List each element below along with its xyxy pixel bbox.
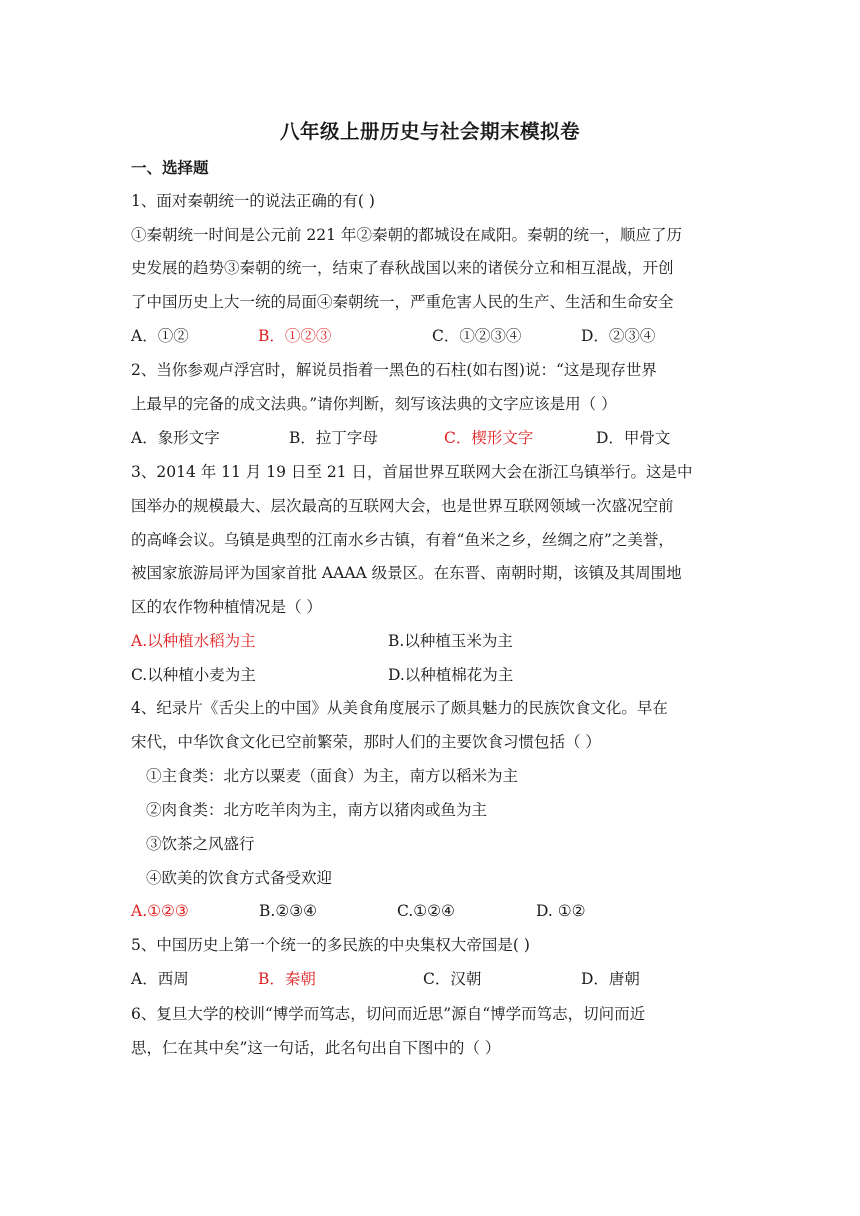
question-4-stem-line: 宋代，中华饮食文化已空前繁荣，那时人们的主要饮食习惯包括（ ） xyxy=(131,733,601,751)
question-1-body-line: ①秦朝统一时间是公元前 221 年②秦朝的都城设在咸阳。秦朝的统一，顺应了历 xyxy=(131,226,682,244)
question-6-stem-line: 6、复旦大学的校训“博学而笃志，切问而近思”源自“博学而笃志，切问而近 xyxy=(131,1005,646,1023)
question-2-stem-line: 上最早的完备的成文法典。”请你判断，刻写该法典的文字应该是用（ ） xyxy=(131,395,617,413)
question-5-option-a: A．西周 xyxy=(131,970,189,988)
question-5-option-c: C．汉朝 xyxy=(423,970,482,988)
question-3-stem-line: 区的农作物种植情况是（ ） xyxy=(131,598,322,616)
question-4-option-d: D. ①② xyxy=(536,902,586,920)
question-2-option-a: A．象形文字 xyxy=(131,429,220,447)
question-1-option-b: B．①②③ xyxy=(258,327,332,345)
question-4-item: ③饮茶之风盛行 xyxy=(146,835,255,853)
question-5-option-d: D．唐朝 xyxy=(581,970,640,988)
question-1-option-d: D．②③④ xyxy=(581,327,656,345)
question-3-stem-line: 国举办的规模最大、层次最高的互联网大会，也是世界互联网领域一次盛况空前 xyxy=(131,497,674,515)
question-2-stem-line: 2、当你参观卢浮宫时，解说员指着一黑色的石柱(如右图)说：“这是现存世界 xyxy=(131,361,657,379)
question-3-stem-line: 被国家旅游局评为国家首批 AAAA 级景区。在东晋、南朝时期，该镇及其周围地 xyxy=(131,564,682,582)
section-heading: 一、选择题 xyxy=(131,159,209,177)
question-3-stem-line: 3、2014 年 11 月 19 日至 21 日，首届世界互联网大会在浙江乌镇举行。这是中 xyxy=(131,463,693,481)
question-3-stem-line: 的高峰会议。乌镇是典型的江南水乡古镇，有着“鱼米之乡，丝绸之府”之美誉， xyxy=(131,531,674,549)
question-2-option-d: D．甲骨文 xyxy=(596,429,671,447)
question-3-option-d: D.以种植棉花为主 xyxy=(388,666,514,684)
question-1-body-line: 了中国历史上大一统的局面④秦朝统一，严重危害人民的生产、生活和生命安全 xyxy=(131,293,674,311)
question-3-option-b: B.以种植玉米为主 xyxy=(388,632,513,650)
question-3-option-a: A.以种植水稻为主 xyxy=(131,632,256,650)
question-4-option-c: C.①②④ xyxy=(397,902,455,920)
question-4-item: ④欧美的饮食方式备受欢迎 xyxy=(146,869,333,887)
question-4-item: ①主食类：北方以粟麦（面食）为主，南方以稻米为主 xyxy=(146,767,519,785)
question-4-option-a: A.①②③ xyxy=(131,902,189,920)
question-5-option-b: B．秦朝 xyxy=(258,970,316,988)
page-title: 八年级上册历史与社会期末模拟卷 xyxy=(279,120,580,143)
question-4-stem-line: 4、纪录片《舌尖上的中国》从美食角度展示了颇具魅力的民族饮食文化。早在 xyxy=(131,699,668,717)
question-1-option-a: A．①② xyxy=(131,327,189,345)
question-2-option-c: C．楔形文字 xyxy=(444,429,534,447)
question-3-option-c: C.以种植小麦为主 xyxy=(131,666,256,684)
question-4-option-b: B.②③④ xyxy=(259,902,318,920)
question-1-stem: 1、面对秦朝统一的说法正确的有( ) xyxy=(131,192,375,210)
question-1-option-c: C．①②③④ xyxy=(432,327,522,345)
question-2-option-b: B．拉丁字母 xyxy=(289,429,378,447)
question-1-body-line: 史发展的趋势③秦朝的统一，结束了春秋战国以来的诸侯分立和相互混战，开创 xyxy=(131,259,674,277)
question-4-item: ②肉食类：北方吃羊肉为主，南方以猪肉或鱼为主 xyxy=(146,801,488,819)
question-5-stem: 5、中国历史上第一个统一的多民族的中央集权大帝国是( ) xyxy=(131,936,530,954)
question-6-stem-line: 思，仁在其中矣”这一句话，此名句出自下图中的（ ） xyxy=(131,1039,501,1057)
